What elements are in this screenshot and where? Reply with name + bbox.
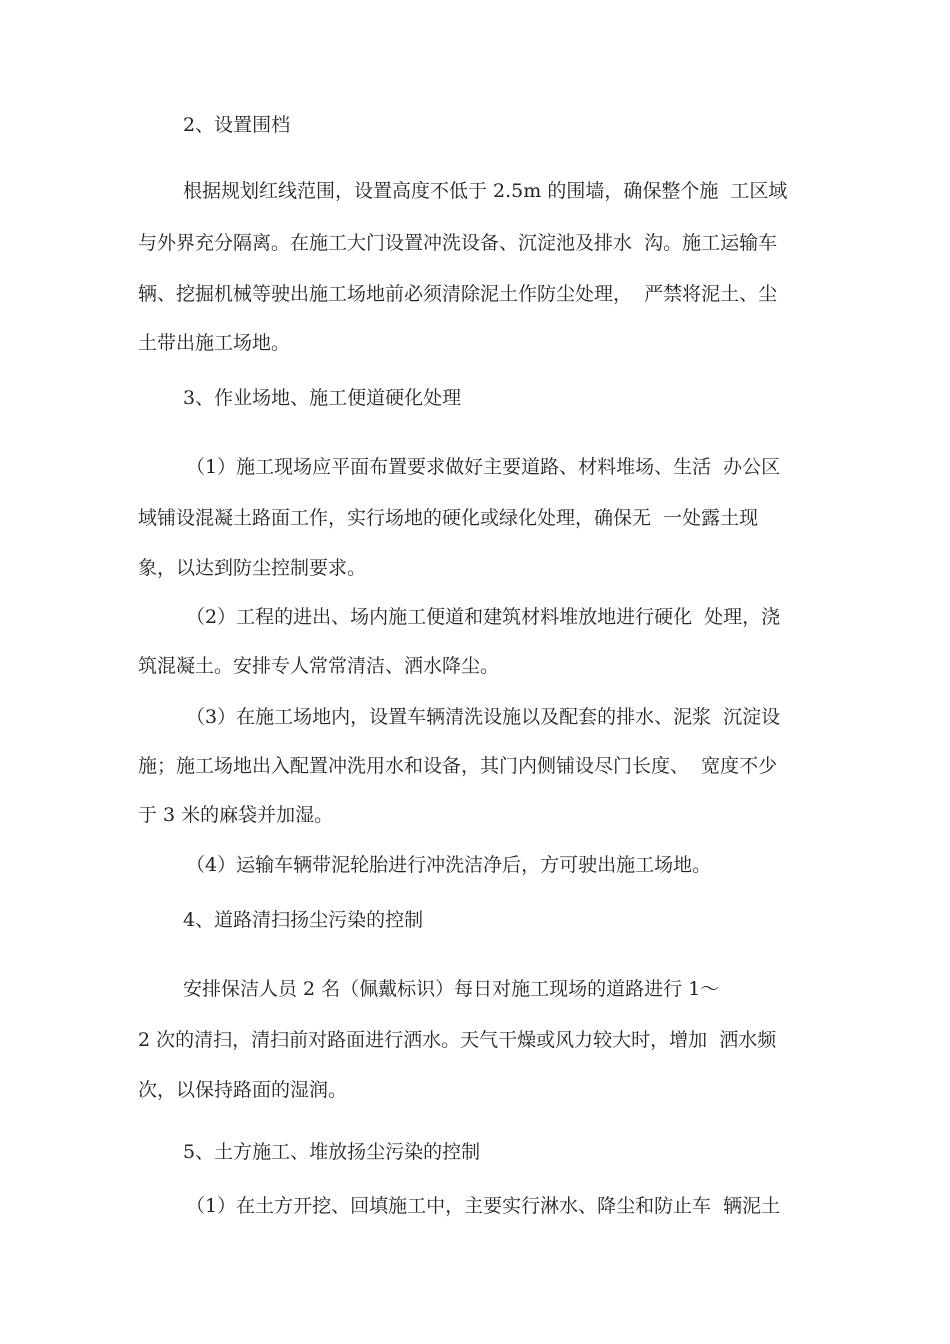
section-heading-4: 4、道路清扫扬尘污染的控制 [183, 909, 424, 931]
paragraph-line: 安排保洁人员 2 名（佩戴标识）每日对施工现场的道路进行 1〜 [183, 978, 720, 1000]
section-heading-3: 3、作业场地、施工便道硬化处理 [183, 387, 462, 409]
paragraph-line: 域铺设混凝土路面工作，实行场地的硬化或绿化处理，确保无 一处露土现 [138, 507, 759, 529]
paragraph-line: （1）在土方开挖、回填施工中，主要实行淋水、降尘和防止车 辆泥土 [186, 1195, 781, 1217]
paragraph-line: 筑混凝土。安排专人常常清洁、洒水降尘。 [138, 655, 500, 677]
paragraph-line: （4）运输车辆带泥轮胎进行冲洗洁净后，方可驶出施工场地。 [186, 854, 712, 876]
paragraph-line: （1）施工现场应平面布置要求做好主要道路、材料堆场、生活 办公区 [186, 456, 781, 478]
paragraph-line: 辆、挖掘机械等驶出施工场地前必须清除泥土作防尘处理， 严禁将泥土、尘 [138, 283, 778, 305]
paragraph-line: 根据规划红线范围，设置高度不低于 2.5m 的围墙，确保整个施 工区域 [183, 180, 788, 202]
section-heading-5: 5、土方施工、堆放扬尘污染的控制 [183, 1141, 481, 1163]
paragraph-line: （3）在施工场地内，设置车辆清洗设施以及配套的排水、泥浆 沉淀设 [186, 706, 781, 728]
paragraph-line: 土带出施工场地。 [138, 332, 291, 354]
paragraph-line: 与外界充分隔离。在施工大门设置冲洗设备、沉淀池及排水 沟。施工运输车 [138, 232, 778, 254]
section-heading-2: 2、设置围档 [183, 114, 291, 136]
paragraph-line: 象，以达到防尘控制要求。 [138, 557, 367, 579]
paragraph-line: 于 3 米的麻袋并加湿。 [138, 804, 334, 826]
paragraph-line: 施；施工场地出入配置冲洗用水和设备，其门内侧铺设尽门长度、 宽度不少 [138, 755, 778, 777]
paragraph-line: （2）工程的进出、场内施工便道和建筑材料堆放地进行硬化 处理，浇 [186, 606, 781, 628]
paragraph-line: 次，以保持路面的湿润。 [138, 1079, 348, 1101]
paragraph-line: 2 次的清扫，清扫前对路面进行洒水。天气干燥或风力较大时，增加 洒水频 [138, 1029, 777, 1051]
